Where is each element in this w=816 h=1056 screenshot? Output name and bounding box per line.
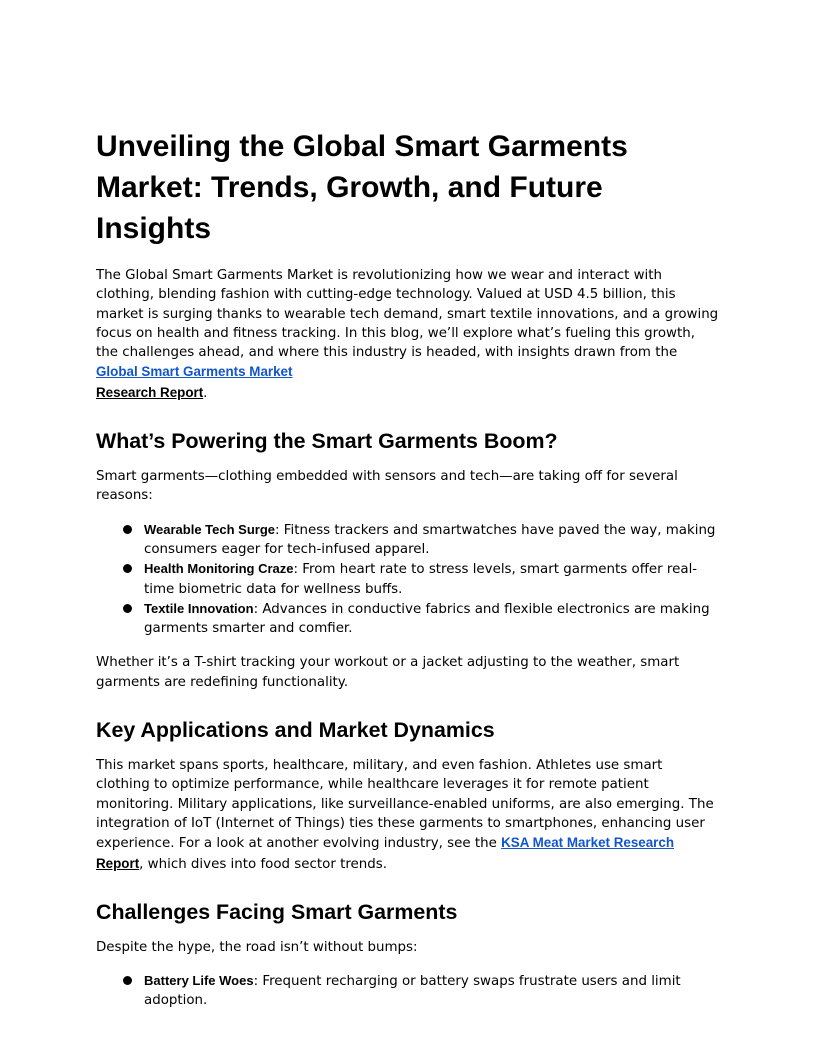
section1-lead: Smart garments—clothing embedded with sensors and tech—are taking off for several reasons: [96, 469, 678, 504]
section-heading-boom: What’s Powering the Smart Garments Boom? [96, 429, 558, 454]
list-item [96, 599, 720, 639]
intro-paragraph [96, 266, 720, 403]
section3-bullet-list [96, 971, 720, 1011]
bullet-label: Battery Life Woes [144, 973, 254, 989]
bullet-text: : Advances in conductive fabrics and flexible electronics are making garments smarter and comfier. [144, 601, 710, 637]
section-heading-challenges: Challenges Facing Smart Garments [96, 899, 458, 924]
bullet-icon [123, 564, 132, 573]
report-link-continued[interactable]: Research Report [96, 384, 204, 400]
section1-bullet-list [96, 520, 720, 639]
ksa-report-link-continued[interactable]: Report [96, 855, 140, 871]
bullet-text: : Frequent recharging or battery swaps frustrate users and limit adoption. [144, 974, 681, 1009]
list-item [96, 520, 720, 560]
document-page [96, 126, 720, 1026]
bullet-icon [123, 976, 132, 985]
list-item [96, 971, 720, 1011]
section2-paragraph [96, 756, 720, 874]
section-heading-applications: Key Applications and Market Dynamics [96, 718, 495, 743]
bullet-text: : From heart rate to stress levels, smart garments offer real-time biometric data for wellness buffs. [144, 562, 698, 597]
page-title: Unveiling the Global Smart Garments Market: Trends, Growth, and Future Insights [96, 130, 628, 245]
bullet-label: Textile Innovation [144, 600, 254, 616]
bullet-icon [123, 525, 132, 534]
intro-text: The Global Smart Garments Market is revolutionizing how we wear and interact with clothing, blending fashion with cutting-edge technology. Valued at USD 4.5 billion, this market is surging thanks to wearable tech demand, smart textile innovations, and a growing focus on health and fitness tracking. In this blog, we’ll explore what’s fueling this growth, the challenges ahead, and where this industry is headed, with insights drawn from the [96, 268, 719, 361]
bullet-icon [123, 604, 132, 613]
intro-end: . [203, 385, 208, 401]
section2-end: , which dives into food sector trends. [139, 856, 388, 872]
list-item [96, 559, 720, 599]
section1-closing: Whether it’s a T-shirt tracking your workout or a jacket adjusting to the weather, smart garments are redefining functionality. [96, 655, 680, 690]
report-link[interactable]: Global Smart Garments Market [96, 364, 293, 380]
section2-text: This market spans sports, healthcare, military, and even fashion. Athletes use smart clothing to optimize performance, while healthcare leverages it for remote patient monitoring. Military applications, like surveillance-enabled uniforms, are also emerging. The integration of IoT (Internet of Things) ties these garments to smartphones, enhancing user experience. For a look at another evolving industry, see the [96, 758, 714, 852]
bullet-text: : Fitness trackers and smartwatches have paved the way, making consumers eager for tech-infused apparel. [144, 522, 716, 557]
section3-lead: Despite the hype, the road isn’t without bumps: [96, 939, 418, 955]
bullet-label: Wearable Tech Surge [144, 521, 276, 537]
bullet-label: Health Monitoring Craze [144, 561, 294, 577]
ksa-report-link[interactable]: KSA Meat Market Research [501, 835, 675, 851]
